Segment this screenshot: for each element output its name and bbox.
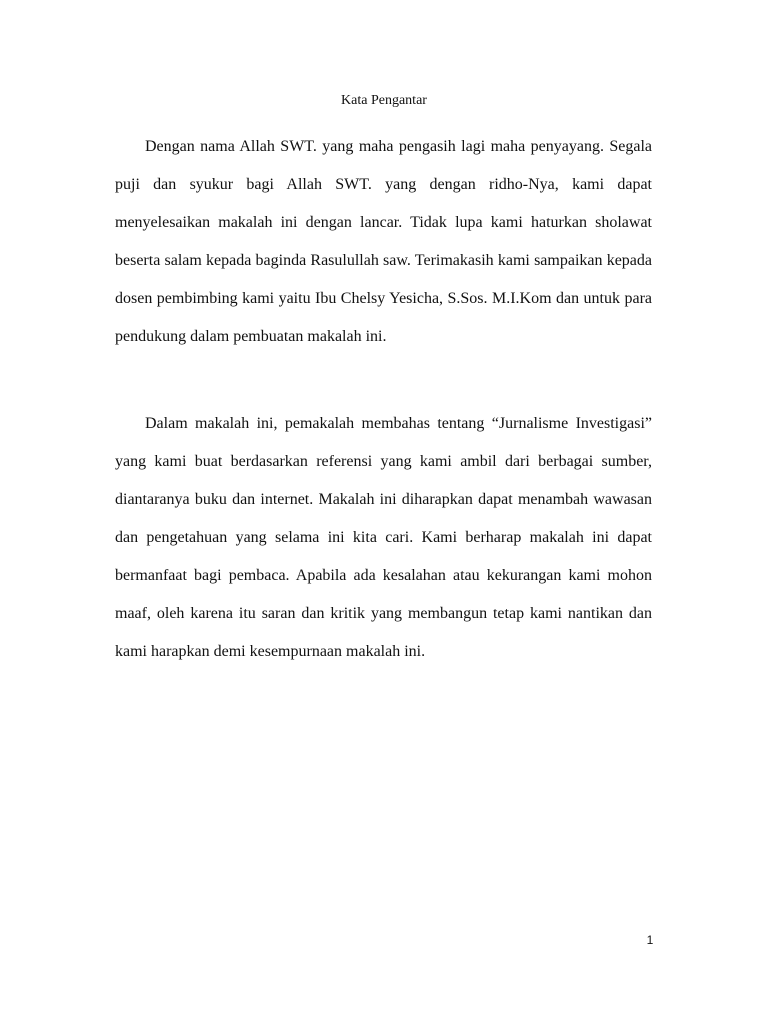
page-number: 1 [646,933,654,947]
paragraph-2: Dalam makalah ini, pemakalah membahas tentang “Jurnalisme Investigasi” yang kami buat berdasarkan referensi yang kami ambil dari berbagai sumber, diantaranya buku dan internet. Makalah ini diharapkan dapat menambah wawasan dan pengetahuan yang selama ini kita cari. Kami berharap makalah ini dapat bermanfaat bagi pembaca. Apabila ada kesalahan atau kekurangan kami mohon maaf, oleh karena itu saran dan kritik yang membangun tetap kami nantikan dan kami harapkan demi kesempurnaan makalah ini. [115,415,652,660]
page-title: Kata Pengantar [341,93,427,108]
paragraph-1: Dengan nama Allah SWT. yang maha pengasih lagi maha penyayang. Segala puji dan syukur bagi Allah SWT. yang dengan ridho-Nya, kami dapat menyelesaikan makalah ini dengan lancar. Tidak lupa kami haturkan sholawat beserta salam kepada baginda Rasulullah saw. Terimakasih kami sampaikan kepada dosen pembimbing kami yaitu Ibu Chelsy Yesicha, S.Sos. M.I.Kom dan untuk para pendukung dalam pembuatan makalah ini. [115,138,652,345]
